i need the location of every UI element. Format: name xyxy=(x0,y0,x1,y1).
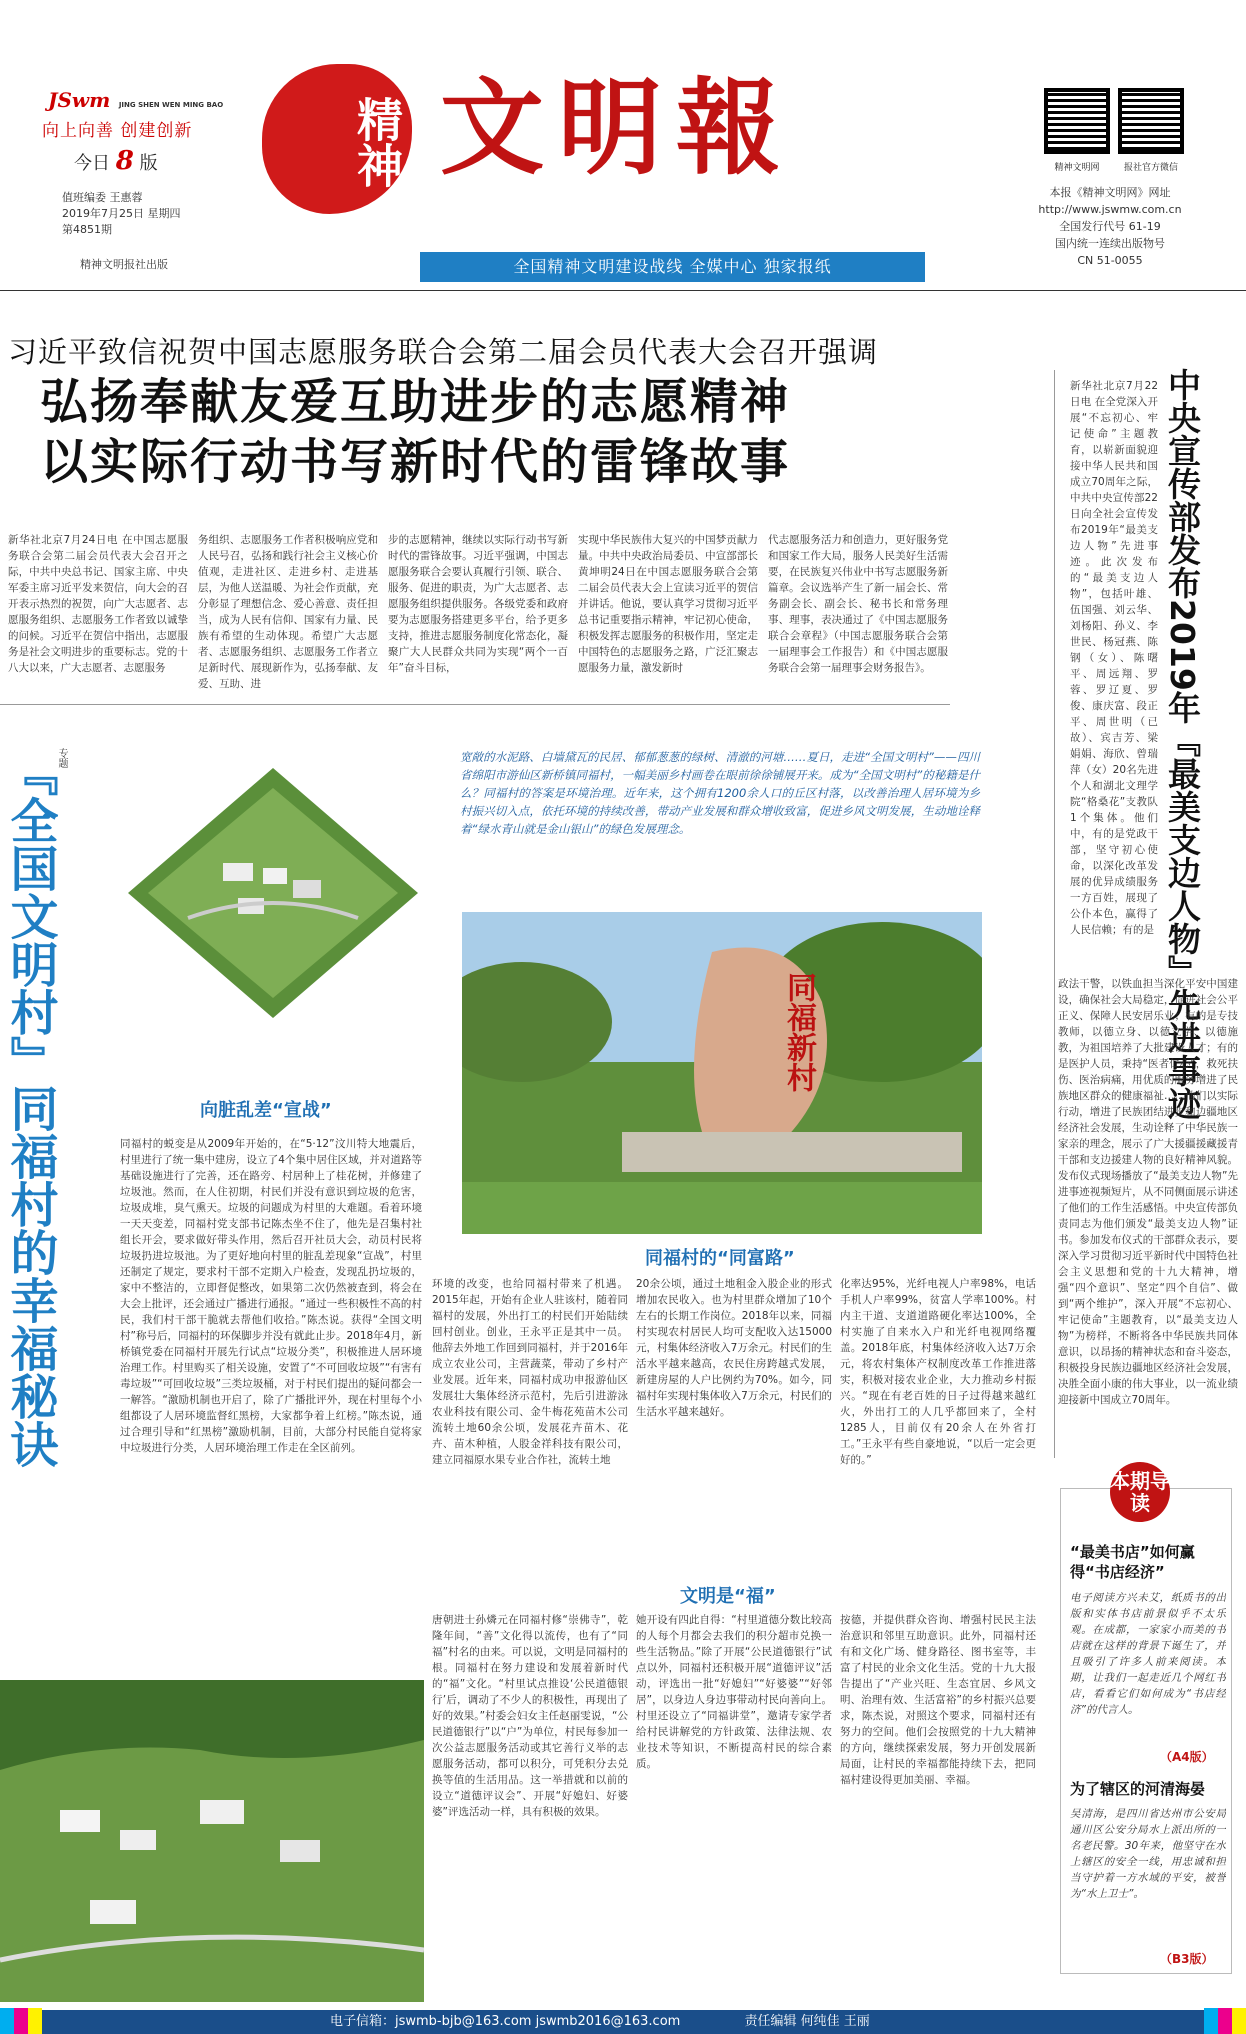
feature-body: 唐朝进士孙燐元在同福村修“崇佛寺”，乾隆年间，“善”文化得以流传，也有了“同福”村名的由来。可以说，文明是同福村的根。同福村在努力建设和发展着新时代的“福”文化。“村里试点推设‘公民道德银行’后，调动了不少人的积极性，再现出了好的效果。”村委会妇女主任赵丽雯说，“公民道德银行”以“户”为单位，村民每参加一次公益志愿服务活动或其它善行义举的志愿服务活动，都可以积分，可凭积分去兑换等值的生活用品。这一举措就和以前的设立“道德评议会”、开展“好媳妇、好婆婆”评选活动一样，具有积极的效果。 xyxy=(432,1614,628,1818)
village-aerial-photo xyxy=(128,768,418,1018)
print-color-bar xyxy=(0,2008,14,2034)
feature-body: 按德，并提供群众咨询、增强村民民主法治意识和邻里互助意识。此外，同福村还有和文化广场、健身路径、图书室等，丰富了村民的业余文化生活。党的十九大报告提出了“产业兴旺、生态宜居、乡风文明、治理有效、生活富裕”的乡村振兴总要求，陈杰说，对照这个要求，同福村还有努力的空间。他们会按照党的十九大精神的方向，继续探索发展，努力开创发展新局面，让村民的幸福都能持续下去，把同福村建设得更加美丽、幸福。 xyxy=(840,1614,1036,1786)
print-color-bar xyxy=(1204,2008,1218,2034)
lead-column: 务组织、志愿服务工作者积极响应党和人民号召，弘扬和践行社会主义核心价值观，走进社区、走进乡村、走进基层，为他人送温暖、为社会作贡献，充分彰显了理想信念、爱心善意、责任担当，成为人民有信仰、国家有力量、民族有希望的生动体现。希望广大志愿者、志愿服务组织、志愿服务工作者立足新时代、展现新作为，弘扬奉献、友爱、互助、进 xyxy=(198,534,378,690)
feature-body: 她开设有四此自得：“村里道德分数比较高的人每个月都会去我们的积分超市兑换一些生活物品。”除了开展“公民道德银行”试点以外，同福村还积极开展“道德评议”活动，评选出一批“好媳妇”“好婆婆”“好邻居”，以身边人身边事带动村民向善向上。村里还设立了“同福讲堂”，邀请专家学者给村民讲解党的方针政策、法律法规、农业技术等知识，不断提高村民的综合素质。 xyxy=(636,1614,832,1770)
guide-item-text: 电子阅读方兴未艾，纸质书的出版和实体书店前景似乎不太乐观。在成都，一家家小而美的书店就在这样的背景下诞生了，并且吸引了许多人前来阅读。本期，让我们一起走近几个网红书店，看看它们如何成为“书店经济”的代言人。 xyxy=(1070,1592,1226,1716)
village-sign-text: 同福新村 xyxy=(781,972,816,1092)
lead-headline: 弘扬奉献友爱互助进步的志愿精神 以实际行动书写新时代的雷锋故事 xyxy=(40,374,791,490)
sidebar-text: 政法干警，以铁血担当深化平安中国建设，确保社会大局稳定，促进社会公平正义、保障人民安居乐业；有的是专技教师，以德立身、以德立学、以德施教，为祖国培养了大批建设人才；有的是医护人员，秉持“医者仁心”，救死扶伤、医治病痛，用优质的服务增进了民族地区群众的健康福祉……他们以实际行动，增进了民族团结进步和边疆地区经济社会发展，生动诠释了中华民族一家亲的理念，展示了广大援疆援藏援青干部和支边援建人物的良好精神风貌。发布仪式现场播放了“最美支边人物”先进事迹视频短片，从不同侧面展示讲述了他们的工作生活感悟。中央宣传部负责同志为他们颁发“最美支边人物”证书。参加发布仪式的干部群众表示，要深入学习贯彻习近平新时代中国特色社会主义思想和党的十九大精神，增强“四个意识”、坚定“四个自信”、做到“两个维护”，深入开展“不忘初心、牢记使命”主题教育，以“最美支边人物”为榜样，不断将各中华民族共同体意识，以昂扬的精神状态和奋斗姿态，积极投身民族边疆地区经济社会发展，决胜全面小康的伟大事业，以一流业绩迎接新中国成立70周年。 xyxy=(1058,978,1238,1406)
today-pages: 今日 8 版 xyxy=(74,146,158,176)
village-sign-photo xyxy=(462,912,982,1234)
divider xyxy=(0,290,1246,291)
print-color-bar xyxy=(1232,2008,1246,2034)
feature-subhead: 向脏乱差“宣战” xyxy=(200,1100,332,1121)
masthead-bluebar: 全国精神文明建设战线 全媒中心 独家报纸 xyxy=(420,252,925,282)
lead-column: 步的志愿精神，继续以实际行动书写新时代的雷锋故事。习近平强调，中国志愿服务联合会要认真履行引领、联合、服务、促进的职责，为广大志愿者、志愿服务组织提供服务。各级党委和政府要为志愿服务搭建更多平台，给予更多支持，推进志愿服务制度化常态化，凝聚广大人民群众共同为实现“两个一百年”奋斗目标， xyxy=(388,534,568,674)
newspaper-logo: JSwm JING SHEN WEN MING BAO xyxy=(48,88,224,112)
divider xyxy=(1054,370,1055,1458)
feature-subhead: 文明是“福” xyxy=(680,1586,776,1607)
feature-body: 同福村的蜕变是从2009年开始的，在“5·12”汶川特大地震后，村里进行了统一集中建房，设立了4个集中居住区域，并对道路等基础设施进行了完善，还在路旁、村居种上了桂花树，并修建了垃圾池。然而，在人住初期，村民们并没有意识到垃圾的危害，垃圾成堆，臭气熏天。垃圾的问题成为村里的大难题。看着环境一天天变差，同福村党支部书记陈杰坐不住了，他先是召集村社组长开会，要求做好带头作用，然后召开社员大会，动员村民将垃圾扔进垃圾池。为了更好地向村里的脏乱差现象“宣战”，村里还制定了规定，要求村干部不定期入户检查，发现乱扔垃圾的，家中不整洁的，立即督促整改，如果第二次仍然被查到，将会在大会上批评，还会通过广播进行通报。“通过一些积极性不高的村民，我们村干部干脆就去帮他们收拾。”陈杰说。获得“全国文明村”称号后，同福村的环保脚步并没有就此止步。2018年4月，新桥镇党委在同福村开展先行试点“垃圾分类”，积极推进人居环境治理工作。村里购买了相关设施，安置了“不可回收垃圾”“有害有毒垃圾”“可回收垃圾”三类垃圾桶，对于村民们提出的疑问都会一一解答。“激励机制也开启了，除了广播批评外，现在村里每个小组都设了人居环境监督红黑榜，大家都争着上红榜。”陈杰说，通过合理引导和“红黑榜”激励机制，目前，大部分村民能自觉将家中垃圾进行分类，人居环境治理工作走在全区前列。 xyxy=(120,1138,422,1454)
print-color-bar xyxy=(1218,2008,1232,2034)
guide-item-page[interactable]: （A4版） xyxy=(1160,1750,1214,1764)
sidebar-text: 新华社北京7月22日电 在全党深入开展“不忘初心、牢记使命”主题教育，以崭新面貌迎接中华人民共和国成立70周年之际，中共中央宣传部22日向全社会宣传发布2019年“最美支边人物”先进事迹。此次发布的“最美支边人物”，包括叶雄、伍国强、刘云华、刘杨阳、孙义、李世民、杨冠燕、陈钢（女）、陈曙平、周远翔、罗蓉、罗辽夏、罗俊、康庆富、段正平、周世明（已故）、宾吉芳、梁娟娟、海欣、曾瑞萍（女）20名先进个人和湖北文理学院“格桑花”支教队1个集体。他们中，有的是党政干部，坚守初心使命，以深化改革发展的优异成绩服务一方百姓，展现了公仆本色，赢得了人民信赖；有的是 xyxy=(1070,380,1158,936)
lead-column: 新华社北京7月24日电 在中国志愿服务联合会第二届会员代表大会召开之际，中共中央总书记、国家主席、中央军委主席习近平发来贺信，向大会的召开表示热烈的祝贺，向广大志愿者、志愿服务组织、志愿服务工作者致以诚挚的问候。习近平在贺信中指出，志愿服务是社会文明进步的重要标志。党的十八大以来，广大志愿者、志愿服务 xyxy=(8,534,188,674)
qr-label: 报社官方微信 xyxy=(1123,163,1178,173)
sidebar-title: 中央宣传部发布2019年『最美支边人物』先进事迹 xyxy=(1163,368,1202,1120)
guide-item-text: 吴清海，是四川省达州市公安局通川区公安分局水上派出所的一名老民警。30年来，他坚守在水上辖区的安全一线，用忠诚和担当守护着一方水域的平安，被誉为“水上卫士”。 xyxy=(1070,1808,1226,1900)
divider xyxy=(0,704,950,705)
guide-badge: 本期导读 xyxy=(1110,1462,1170,1522)
feature-intro: 宽敞的水泥路、白墙黛瓦的民居、郁郁葱葱的绿树、清澈的河塘……夏日，走进“全国文明村”——四川省绵阳市游仙区新桥镇同福村，一幅美丽乡村画卷在眼前徐徐铺展开来。成为“全国文明村”的秘籍是什么？同福村的答案是环境治理。近年来，这个拥有1200余人口的丘区村落，以改善治理人居环境为乡村振兴切入点，依托环境的持续改善，带动产业发展和群众增收致富，促进乡风文明发展，生动地诠释着“绿水青山就是金山银山”的绿色发展理念。 xyxy=(460,750,980,836)
village-landscape-photo xyxy=(0,1680,424,2002)
feature-body: 20余公顷，通过土地租金入股企业的形式增加农民收入。也为村里群众增加了10个左右的长期工作岗位。2018年以来，同福村实现农村居民人均可支配收入达15000元，村集体经济收入7万余元。村民们的生活水平越来越高，农民住房跨越式发展，新建房屋的人户比例约为70%。如今，同福村年实现村集体收入7万余元，村民们的生活水平越来越好。 xyxy=(636,1278,832,1418)
guide-item-title[interactable]: “最美书店”如何赢得“书店经济” xyxy=(1070,1543,1195,1581)
guide-item-title[interactable]: 为了辖区的河清海晏 xyxy=(1070,1780,1206,1798)
qr-label: 精神文明网 xyxy=(1054,163,1100,173)
lead-column: 实现中华民族伟大复兴的中国梦贡献力量。中共中央政治局委员、中宣部部长黄坤明24日在中国志愿服务联合会第二届会员代表大会上宣读习近平的贺信并讲话。他说，要认真学习贯彻习近平总书记重要指示精神，牢记初心使命，积极发挥志愿服务的积极作用，坚定走中国特色的志愿服务之路，广泛汇聚志愿服务力量，激发新时 xyxy=(578,534,758,674)
masthead-seal: 精神 xyxy=(262,64,412,214)
guide-item-page[interactable]: （B3版） xyxy=(1160,1952,1214,1966)
print-color-bar xyxy=(14,2008,28,2034)
masthead-info: 本报《精神文明网》网址 http://www.jswmw.com.cn 全国发行代号 61-19 国内统一连续出版物号 CN 51-0055 xyxy=(1038,186,1182,267)
footer-email: 电子信箱：jswmb-bjb@163.com jswmb2016@163.com xyxy=(330,2014,681,2029)
lead-column: 代志愿服务活力和创造力，更好服务党和国家工作大局，服务人民美好生活需要，在民族复兴伟业中书写志愿服务新篇章。会议选举产生了新一届会长、常务副会长、副会长、秘书长和常务理事、理事，表决通过了《中国志愿服务联合会章程》（中国志愿服务联合会第一届理事会工作报告）和《中国志愿服务联合会第一届理事会财务报告》。 xyxy=(768,534,948,674)
slogan: 向上向善 创建创新 xyxy=(42,121,193,141)
footer xyxy=(0,2010,1246,2034)
feature-title: 『全国文明村』同福村的幸福秘诀 xyxy=(2,748,58,1468)
feature-body: 环境的改变，也给同福村带来了机遇。2015年起，开始有企业人驻该村，随着同福村的发展，外出打工的村民们开始陆续回村创业。创业，王永平正是其中一员。他辞去外地工作回到同福村，并于2016年成立农业公司，主营蔬菜，带动了乡村产业发展。近年来，同福村成功申报游仙区发展壮大集体经济示范村，先后引进游泳农业科技有限公司、金牛梅花苑苗木公司流转土地60余公顷，发展花卉苗木、花卉、苗木种植，人股金祥科技有限公司，建立同福原水果专业合作社，流转土地 xyxy=(432,1278,628,1466)
newspaper-title: 文明報 xyxy=(440,66,795,189)
feature-tag: 专题 xyxy=(56,748,67,768)
publisher: 精神文明报社出版 xyxy=(80,258,168,271)
footer-editor: 责任编辑 何纯佳 王丽 xyxy=(744,2014,870,2029)
qr-code-icon[interactable] xyxy=(1118,88,1184,154)
issue-info: 值班编委 王惠蓉 2019年7月25日 星期四 第4851期 xyxy=(62,191,181,236)
print-color-bar xyxy=(28,2008,42,2034)
qr-code-icon[interactable] xyxy=(1044,88,1110,154)
feature-body: 化率达95%，光纤电视人户率98%，电话手机人户率99%，贫富人学率100%。村内主干道、支道道路硬化率达100%，全村实施了自来水入户和光纤电视网络覆盖。2018年底，村集体经济收入达7万余元，将农村集体产权制度改革工作推进落实，积极对接农业企业，大力推动乡村振兴。“现在有老百姓的日子过得越来越红火，外出打工的人几乎都回来了，全村1285人，目前仅有20余人在外省打工。”王永平有些自豪地说，“以后一定会更好的。” xyxy=(840,1278,1036,1466)
feature-subhead: 同福村的“同富路” xyxy=(645,1248,795,1269)
lead-kicker: 习近平致信祝贺中国志愿服务联合会第二届会员代表大会召开强调 xyxy=(8,335,879,369)
masthead xyxy=(0,0,1246,290)
